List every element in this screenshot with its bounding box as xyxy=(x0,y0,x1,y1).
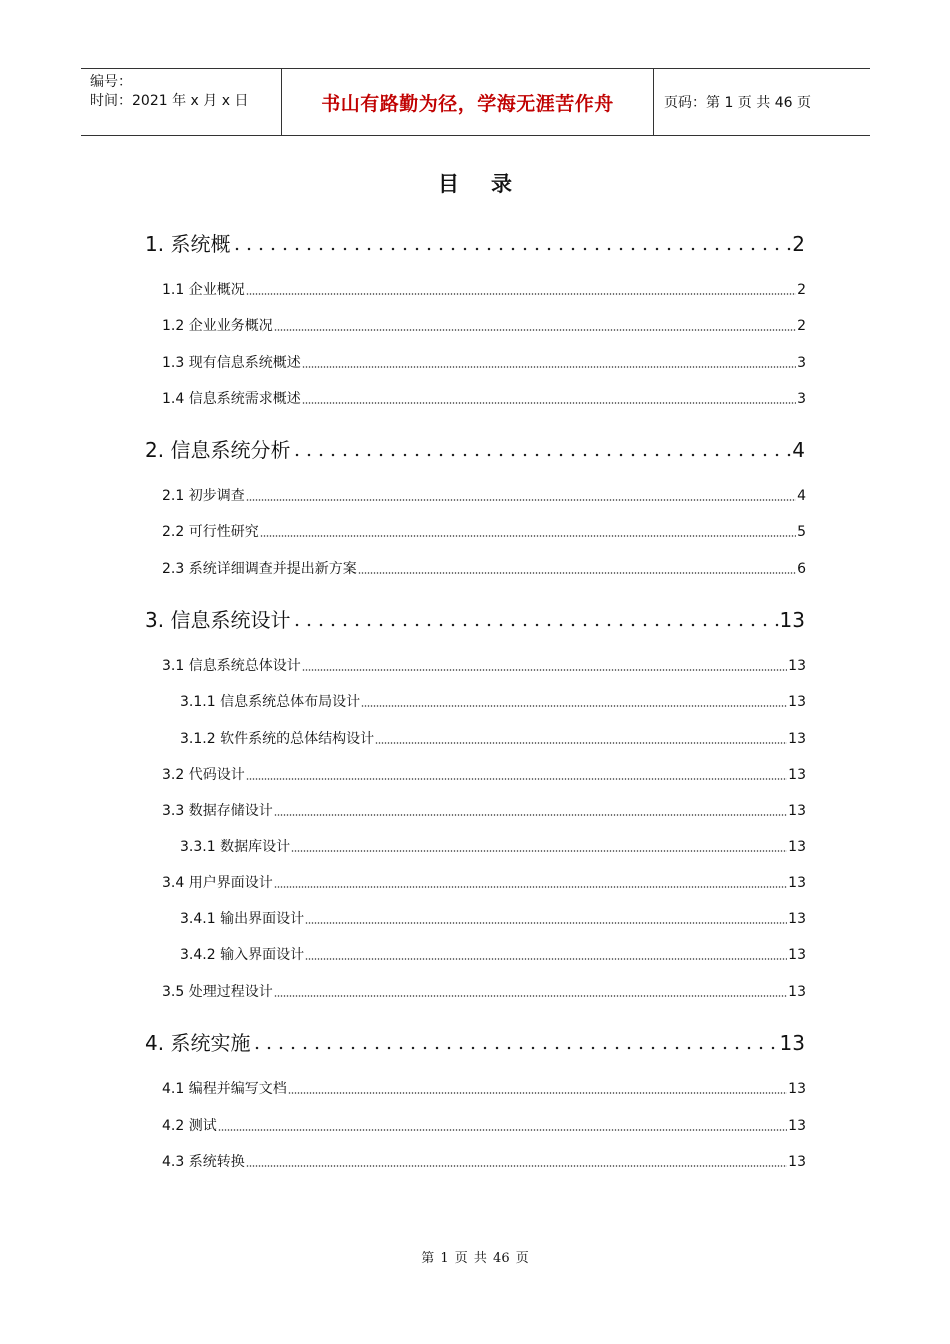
toc-entry-page-number: 5 xyxy=(797,524,806,540)
toc-entry[interactable] xyxy=(145,228,805,257)
page-footer: 第 1 页 共 46 页 xyxy=(421,1251,529,1266)
toc-entry-label: 1. 系统概 xyxy=(145,232,231,256)
toc-entry-label: 2.2 可行性研究 xyxy=(162,524,259,540)
toc-entry-label: 1.1 企业概况 xyxy=(162,282,245,298)
toc-entry-page-number: 13 xyxy=(788,1154,806,1170)
toc-entry-label: 3.3.1 数据库设计 xyxy=(180,839,291,855)
toc-dot-leader xyxy=(288,1092,787,1094)
toc-dot-leader xyxy=(246,778,787,780)
toc-entry-page-number: 6 xyxy=(797,561,806,577)
toc-entry[interactable] xyxy=(180,836,806,856)
toc-entry[interactable] xyxy=(162,558,806,578)
toc-entry[interactable] xyxy=(162,1115,806,1135)
toc-dot-leader xyxy=(302,669,787,671)
toc-entry-label: 3.1.2 软件系统的总体结构设计 xyxy=(180,731,375,747)
toc-dot-leader xyxy=(361,705,787,707)
toc-entry-label: 1.4 信息系统需求概述 xyxy=(162,391,301,407)
header-page-info: 页码：第 1 页 共 46 页 xyxy=(664,95,811,111)
toc-entry-label: 3.3 数据存储设计 xyxy=(162,803,273,819)
toc-entry[interactable] xyxy=(162,388,806,408)
toc-entry[interactable] xyxy=(180,691,806,711)
toc-entry[interactable] xyxy=(162,800,806,820)
toc-entry-page-number: 4 xyxy=(792,438,805,462)
toc-entry-page-number: 3 xyxy=(797,391,806,407)
toc-entry[interactable] xyxy=(145,604,805,633)
toc-entry[interactable] xyxy=(162,521,806,541)
toc-entry-label: 3. 信息系统设计 xyxy=(145,608,291,632)
toc-entry-page-number: 3 xyxy=(797,355,806,371)
toc-entry[interactable] xyxy=(180,908,806,928)
header-motto: 书山有路勤为径，学海无涯苦作舟 xyxy=(282,69,654,135)
toc-dot-leader xyxy=(291,623,778,627)
toc-entry-page-number: 2 xyxy=(797,318,806,334)
toc-dot-leader xyxy=(246,499,796,501)
toc-entry-page-number: 13 xyxy=(788,1081,806,1097)
toc-entry[interactable] xyxy=(162,1151,806,1171)
toc-entry[interactable] xyxy=(162,764,806,784)
toc-entry-page-number: 13 xyxy=(788,947,806,963)
toc-entry-label: 3.4 用户界面设计 xyxy=(162,875,273,891)
toc-entry-page-number: 13 xyxy=(788,1118,806,1134)
toc-entry-page-number: 4 xyxy=(797,488,806,504)
toc-entry[interactable] xyxy=(162,485,806,505)
toc-entry[interactable] xyxy=(180,728,806,748)
toc-dot-leader xyxy=(274,886,787,888)
toc-entry-page-number: 13 xyxy=(788,875,806,891)
toc-entry-label: 1.3 现有信息系统概述 xyxy=(162,355,301,371)
toc-dot-leader xyxy=(358,572,796,574)
toc-dot-leader xyxy=(246,293,796,295)
toc-entry[interactable] xyxy=(162,352,806,372)
toc-entry-label: 2.1 初步调查 xyxy=(162,488,245,504)
toc-dot-leader xyxy=(305,922,787,924)
toc-entry[interactable] xyxy=(162,315,806,335)
toc-entry[interactable] xyxy=(145,1027,805,1056)
toc-entry-label: 4. 系统实施 xyxy=(145,1031,251,1055)
toc-entry[interactable] xyxy=(162,981,806,1001)
document-number-label: 编号： xyxy=(90,74,132,90)
toc-entry-page-number: 13 xyxy=(788,984,806,1000)
toc-entry-label: 4.1 编程并编写文档 xyxy=(162,1081,287,1097)
toc-entry-label: 3.1 信息系统总体设计 xyxy=(162,658,301,674)
toc-entry[interactable] xyxy=(162,655,806,675)
toc-entry-page-number: 13 xyxy=(788,731,806,747)
toc-entry-label: 2.3 系统详细调查并提出新方案 xyxy=(162,561,357,577)
toc-entry[interactable] xyxy=(162,279,806,299)
toc-dot-leader xyxy=(246,1165,787,1167)
toc-dot-leader xyxy=(231,247,791,251)
toc-entry-page-number: 13 xyxy=(788,658,806,674)
toc-dot-leader xyxy=(291,850,787,852)
toc-entry-label: 4.2 测试 xyxy=(162,1118,217,1134)
toc-entry-page-number: 13 xyxy=(788,694,806,710)
toc-entry-label: 3.4.1 输出界面设计 xyxy=(180,911,305,927)
toc-dot-leader xyxy=(375,742,787,744)
toc-title: 目录 xyxy=(438,171,544,196)
toc-entry-label: 1.2 企业业务概况 xyxy=(162,318,273,334)
toc-entry-label: 3.5 处理过程设计 xyxy=(162,984,273,1000)
toc-entry[interactable] xyxy=(162,872,806,892)
toc-dot-leader xyxy=(274,814,787,816)
toc-entry-page-number: 13 xyxy=(779,608,805,632)
toc-dot-leader xyxy=(305,958,787,960)
toc-entry-label: 3.1.1 信息系统总体布局设计 xyxy=(180,694,361,710)
toc-dot-leader xyxy=(302,402,796,404)
toc-entry[interactable] xyxy=(162,1078,806,1098)
toc-dot-leader xyxy=(291,453,791,457)
toc-entry-page-number: 13 xyxy=(788,911,806,927)
toc-entry-page-number: 13 xyxy=(779,1031,805,1055)
document-date-label: 时间：2021 年 x 月 x 日 xyxy=(90,93,249,109)
toc-dot-leader xyxy=(274,995,787,997)
toc-entry-page-number: 2 xyxy=(797,282,806,298)
toc-dot-leader xyxy=(218,1129,787,1131)
toc-dot-leader xyxy=(251,1046,778,1050)
toc-entry-label: 4.3 系统转换 xyxy=(162,1154,245,1170)
toc-entry-page-number: 13 xyxy=(788,839,806,855)
toc-entry-page-number: 13 xyxy=(788,803,806,819)
toc-entry[interactable] xyxy=(180,944,806,964)
toc-entry-label: 3.4.2 输入界面设计 xyxy=(180,947,305,963)
toc-entry-page-number: 13 xyxy=(788,767,806,783)
toc-entry-label: 3.2 代码设计 xyxy=(162,767,245,783)
toc-entry[interactable] xyxy=(145,434,805,463)
toc-dot-leader xyxy=(260,535,796,537)
toc-dot-leader xyxy=(274,329,796,331)
toc-dot-leader xyxy=(302,366,796,368)
toc-entry-label: 2. 信息系统分析 xyxy=(145,438,291,462)
toc-entry-page-number: 2 xyxy=(792,232,805,256)
